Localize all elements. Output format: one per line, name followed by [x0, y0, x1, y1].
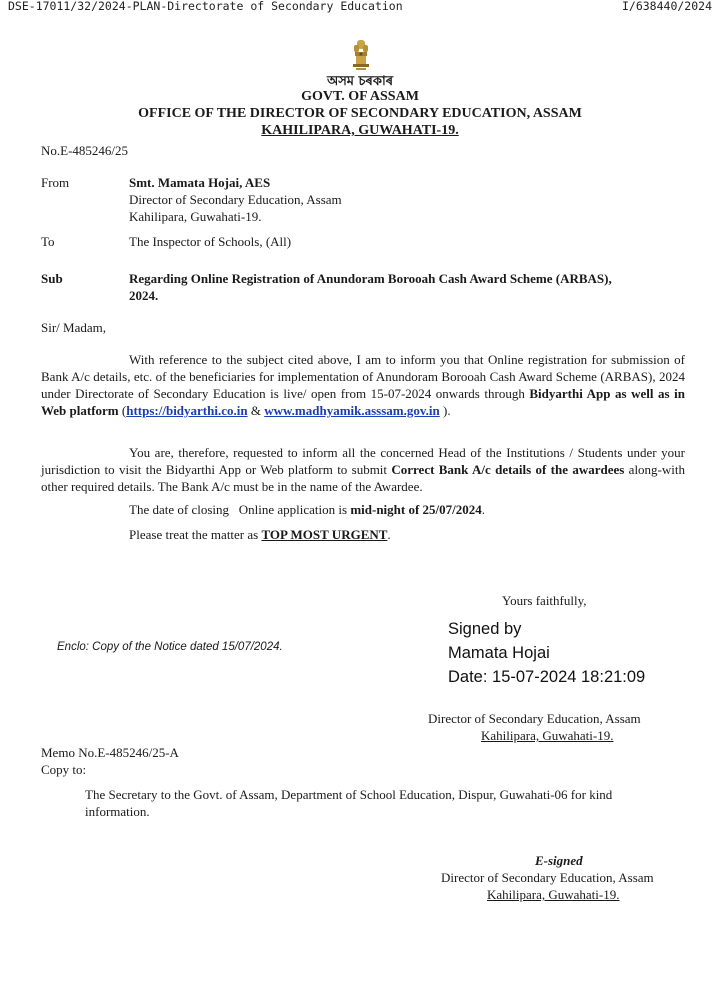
signer-name: Mamata Hojai: [448, 644, 550, 662]
signature-date: Date: 15-07-2024 18:21:09: [448, 668, 646, 686]
urgency-emphasis: TOP MOST URGENT: [261, 527, 388, 542]
signed-by-label: Signed by: [448, 620, 522, 638]
recipient: The Inspector of Schools, (All): [129, 234, 292, 249]
para1-platform-emphasis: Bidyarthi App as well as in Web platform: [41, 386, 685, 418]
paragraph-closing-date: [129, 502, 485, 518]
subject-line-1: Regarding Online Registration of Anundoram Borooah Cash Award Scheme (ARBAS),: [129, 271, 612, 286]
para3-text-b: .: [481, 502, 486, 517]
copy-to-recipient: The Secretary to the Govt. of Assam, Department of School Education, Dispur, Guwahati-06 for kind information.: [85, 787, 613, 819]
subject-label: Sub: [41, 271, 63, 286]
paragraph-request: [41, 444, 685, 495]
e-signed-address: Kahilipara, Guwahati-19.: [487, 887, 620, 902]
office-title: OFFICE OF THE DIRECTOR OF SECONDARY EDUCATION, ASSAM: [138, 106, 582, 121]
para4-text: Please treat the matter as: [129, 527, 262, 542]
closing-date: mid-night of 25/07/2024: [350, 502, 482, 517]
para2-text-b: along-with other required details. The Bank A/c must be in the name of the Awardee.: [41, 462, 685, 494]
state-emblem-icon: [348, 38, 374, 72]
e-signed-designation: Director of Secondary Education, Assam: [441, 870, 654, 885]
office-address: KAHILIPARA, GUWAHATI-19.: [261, 123, 459, 138]
assamese-government-title: অসম চৰকাৰ: [326, 74, 394, 89]
enclosure-note: Enclo: Copy of the Notice dated 15/07/2024.: [57, 641, 283, 653]
sender-address: Kahilipara, Guwahati-19.: [129, 209, 262, 224]
from-label: From: [41, 175, 70, 190]
para1-text-c: &: [247, 403, 265, 418]
memo-number: Memo No.E-485246/25-A: [41, 745, 179, 760]
to-label: To: [41, 234, 55, 249]
file-reference: DSE-17011/32/2024-PLAN-Directorate of Secondary Education: [8, 0, 403, 13]
inward-number: I/638440/2024: [621, 0, 712, 13]
para3-text: The date of closing Online application is: [129, 502, 351, 517]
para1-text: With reference to the subject cited above, I am to inform you that Online registration for submission of Bank A/c details, etc. of the beneficiaries for implementation of Anundoram Borooah Cash Award Scheme (ARBAS), 2024 under Directorate of Secondary Education is live/ open from 15-07-2024 onwards through: [41, 352, 685, 401]
sender-designation: Director of Secondary Education, Assam: [129, 192, 342, 207]
govt-title: GOVT. OF ASSAM: [301, 89, 419, 104]
para1-text-b: (: [118, 403, 127, 418]
digital-signature: [448, 617, 645, 689]
madhyamik-link[interactable]: www.madhyamik.asssam.gov.in: [264, 403, 440, 418]
para2-text: You are, therefore, requested to inform all the concerned Head of the Institutions / Students under your jurisdiction to visit the Bidyarthi App or Web platform to submit: [41, 445, 685, 477]
salutation: Sir/ Madam,: [41, 320, 106, 335]
copy-to-label: Copy to:: [41, 762, 87, 777]
para4-text-b: .: [387, 527, 391, 542]
bidyarthi-link[interactable]: https://bidyarthi.co.in: [126, 403, 248, 418]
letter-number: No.E-485246/25: [41, 143, 129, 158]
subject-line-2: 2024.: [129, 288, 159, 303]
yours-faithfully: Yours faithfully,: [502, 593, 587, 608]
signatory-designation: Director of Secondary Education, Assam: [428, 711, 641, 726]
signatory-address: Kahilipara, Guwahati-19.: [481, 728, 614, 743]
para1-text-d: ).: [439, 403, 451, 418]
paragraph-reference: [41, 351, 685, 419]
e-signed-label: E-signed: [535, 853, 583, 868]
sender-name: Smt. Mamata Hojai, AES: [129, 175, 271, 190]
paragraph-urgency: [129, 527, 391, 543]
para2-bank-emphasis: Correct Bank A/c details of the awardees: [391, 462, 625, 477]
